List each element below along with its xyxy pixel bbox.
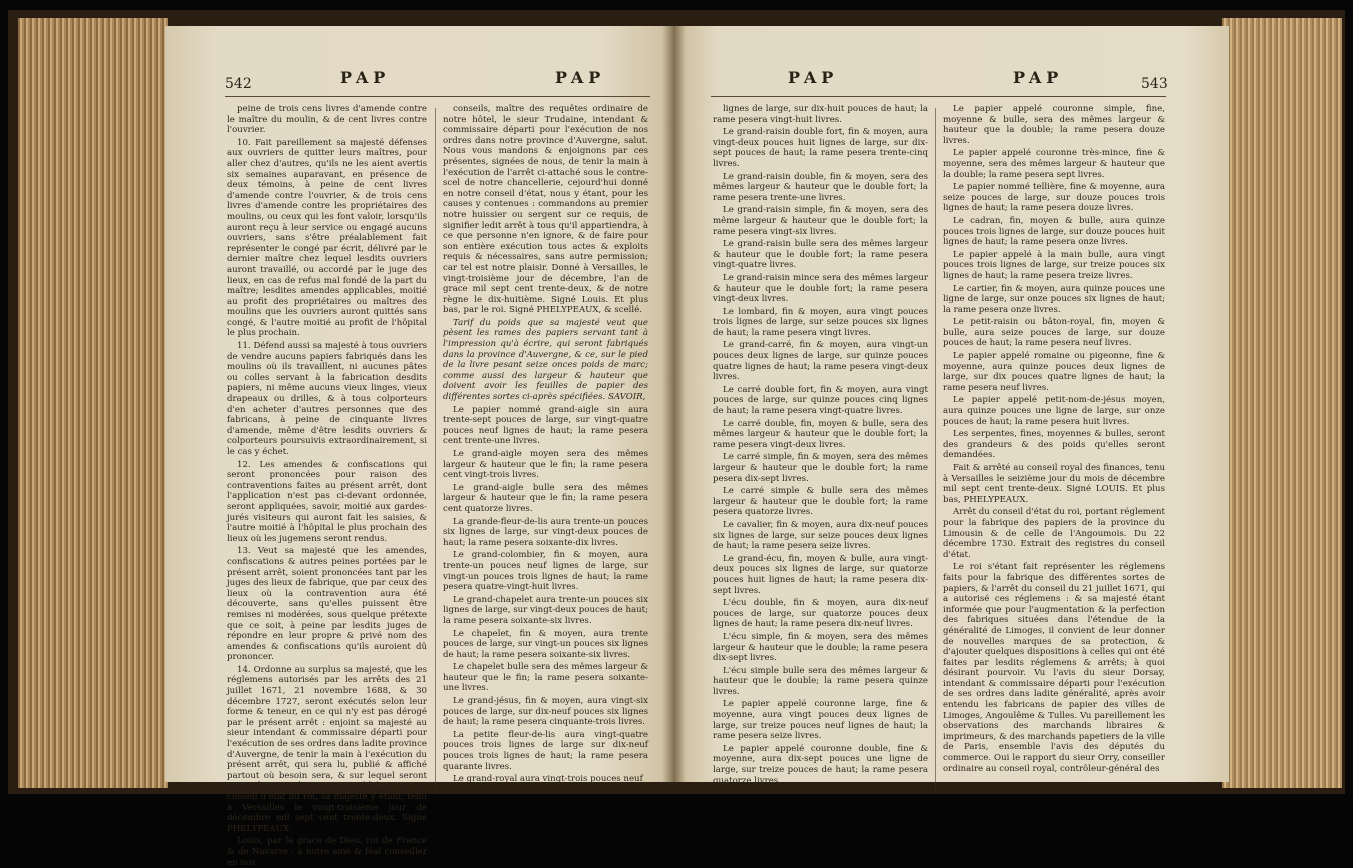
paragraph: Le papier appelé romaine ou pigeonne, fine & moyenne, aura quinze pouces deux lignes de large, sur dix pouces quatre lignes de haut; la rame pesera neuf livres.	[943, 351, 1165, 393]
book-gutter	[662, 26, 686, 782]
running-header-left-1: PAP	[340, 68, 391, 87]
paragraph: Le papier nommé grand-aigle sin aura trente-sept pouces de large, sur vingt-quatre pouces neuf lignes de haut; la rame pesera cent trente-une livres.	[443, 404, 648, 447]
paragraph: Le papier appelé couronne simple, fine, moyenne & bulle, sera des mêmes largeur & hauteur que la double; la rame pesera douze livres.	[943, 104, 1165, 146]
paragraph: Le carré double, fin, moyen & bulle, sera des mêmes largeur & hauteur que le double fort; la rame pesera vingt-deux livres.	[713, 418, 928, 450]
paragraph: Le grand-raisin mince sera des mêmes largeur & hauteur que le double fort; la rame pesera vingt-deux livres.	[713, 272, 928, 305]
paragraph: La grande-fleur-de-lis aura trente-un pouces six lignes de large, sur vingt-deux pouces de haut; la rame pesera soixante-dix livres.	[443, 516, 648, 548]
left-page-column-2	[443, 104, 648, 794]
paragraph: conseils, maître des requêtes ordinaire de notre hôtel, le sieur Trudaine, intendant & commissaire départi pour l'exécution de nos ordres dans notre province d'Auvergne, salut. Nous vous mandons & enjoignons par ces présentes, signées de nous, de tenir la main à l'exécution de l'arrêt ci-attaché sous le contre-scel de notre chancellerie, cejourd'hui donné en notre conseil d'état, nous y étant, pour les causes y contenues : commandons au premier notre huissier ou sergent sur ce requis, de signifier ledit arrêt à tous qu'il appartiendra, à ce que personne n'en ignore, & de faire pour son entière exécution tous actes & exploits requis & nécessaires, sans autre permission; car tel est notre plaisir. Donné à Versailles, le vingt-troisième jour de décembre, l'an de grace mil sept cent trente-deux, & de notre règne le dix-huitième. Signé Louis. Et plus bas, par le roi. Signé PHELYPEAUX, & scellé.	[443, 104, 648, 316]
paragraph: Le papier nommé tellière, fine & moyenne, aura seize pouces de large, sur douze pouces trois lignes de haut; la rame pesera douze livres.	[943, 182, 1165, 214]
paragraph: 11. Défend aussi sa majesté à tous ouvriers de vendre aucuns papiers fabriqués dans les moulins où ils travaillent, ni aucunes pâtes ou colles servant à la fabrication desdits papiers, ni même aucuns vieux linges, vieux drapeaux ou drilles, & à tous colporteurs d'en acheter d'autres personnes que des fabricans, à peine de cinquante livres d'amende, même d'être lesdits ouvriers & colporteurs poursuivis extraordinairement, si le cas y échet.	[227, 341, 427, 457]
right-page-column-1	[713, 104, 928, 794]
running-header-right-1: PAP	[788, 68, 839, 87]
paragraph: 10. Fait pareillement sa majesté défenses aux ouvriers de quitter leurs maîtres, pour aller chez d'autres, qu'ils ne les aient avertis six semaines auparavant, en présence de deux témoins, à peine de cent livres d'amende contre l'ouvrier, & de trois cens livres d'amende contre les propriétaires des moulins, ou ceux qui les font valoir, lorsqu'ils auront reçu à leur service ou engagé aucuns ouvriers, sans s'être préalablement fait représenter le congé par écrit, délivré par le dernier maître chez lequel lesdits ouvriers auront travaillé, ou accordé par le juge des lieux, en cas de refus mal fondé de la part du maître; lesdites amendes applicables, moitié au profit des propriétaires ou maîtres des moulins que les ouvriers auront quittés sans congé, & l'autre moitié au profit de l'hôpital le plus prochain.	[227, 137, 427, 339]
paragraph: Le carré simple, fin & moyen, sera des mêmes largeur & hauteur que le double fort; la rame pesera dix-sept livres.	[713, 452, 928, 484]
page-number-left: 542	[225, 76, 252, 92]
column-separator-left	[435, 108, 436, 790]
paragraph: Les serpentes, fines, moyennes & bulles, seront des grandeurs & des poids qu'elles seront demandées.	[943, 429, 1165, 461]
running-header-right-2: PAP	[1013, 68, 1064, 87]
paragraph: La petite fleur-de-lis aura vingt-quatre pouces trois lignes de large sur dix-neuf pouces trois lignes de haut; la rame pesera quarante livres.	[443, 729, 648, 772]
paragraph: Le grand-royal aura vingt-trois pouces neuf	[453, 774, 643, 785]
right-page-column-2	[943, 104, 1165, 794]
paragraph: Fait & arrêté au conseil royal des finances, tenu à Versailles le seizième jour du mois de décembre mil sept cent trente-deux. Signé LOUIS. Et plus bas, PHELYPEAUX.	[943, 463, 1165, 505]
paragraph: L'écu double, fin & moyen, aura dix-neuf pouces de large, sur quatorze pouces deux lignes de haut; la rame pesera dix-neuf livres.	[713, 598, 928, 630]
paragraph: Le roi s'étant fait représenter les réglemens faits pour la fabrique des différentes sortes de papiers, & l'arrêt du conseil du 21 juillet 1671, qui a autorisé ces réglemens : & sa majesté étant informée que pour l'augmentation & la perfection des fabriques situées dans l'étendue de la généralité de Limoges, il convient de leur donner de nouvelles marques de sa protection, & d'ajouter quelques dispositions à celles qui ont été faites par lesdits réglemens & arrêts; à quoi désirant pourvoir. Vu l'avis du sieur Dorsay, intendant & commissaire départi pour l'exécution de ses ordres dans ladite généralité, après avoir entendu les fabricans de papier des villes de Limoges, Angoulême & Tulles. Vu pareillement les observations des marchands libraires & imprimeurs, & des marchands papetiers de la ville de Paris, ensemble l'avis des députés du commerce. Oui le rapport du sieur Orry, conseiller ordinaire au conseil royal, contrôleur-général des	[943, 562, 1165, 774]
paragraph: Le grand-raisin double, fin & moyen, sera des mêmes largeur & hauteur que le double fort; la rame pesera trente-une livres.	[713, 171, 928, 203]
tariff-heading: Tarif du poids que sa majesté veut que pèsent les rames des papiers servant tant à l'impression qu'à écrire, qui seront fabriqués dans la province d'Auvergne, & ce, sur le pied de la livre pesant seize onces poids de marc; comme aussi des largeur & hauteur que doivent avoir les feuilles de papier des différentes sortes ci-après spécifiées. SAVOIR,	[443, 317, 648, 403]
right-page-edges	[1222, 18, 1342, 788]
page-number-right: 543	[1141, 76, 1168, 92]
paragraph: Le carré double fort, fin & moyen, aura vingt pouces de large, sur quinze pouces cinq lignes de haut; la rame pesera vingt-quatre livres.	[713, 384, 928, 417]
paragraph: Le papier appelé couronne très-mince, fine & moyenne, sera des mêmes largeur & hauteur que la double; la rame pesera sept livres.	[943, 148, 1165, 180]
paragraph: Le papier appelé petit-nom-de-jésus moyen, aura quinze pouces une ligne de large, sur onze pouces de haut; la rame pesera huit livres.	[943, 395, 1165, 427]
paragraph: Le grand-raisin bulle sera des mêmes largeur & hauteur que le double fort; la rame pesera vingt-quatre livres.	[713, 239, 928, 271]
paragraph: Le grand-carré, fin & moyen, aura vingt-un pouces deux lignes de large, sur quinze pouces quatre lignes de haut; la rame pesera vingt-deux livres.	[713, 340, 928, 383]
paragraph: Le grand-écu, fin, moyen & bulle, aura vingt-deux pouces six lignes de large, sur quatorze pouces huit lignes de haut; la rame pesera dix-sept livres.	[713, 553, 928, 596]
paragraph: peine de trois cens livres d'amende contre le maître du moulin, & de cent livres contre l'ouvrier.	[227, 104, 427, 136]
paragraph: Le chapelet, fin & moyen, aura trente pouces de large, sur vingt-un pouces six lignes de haut; la rame pesera soixante-six livres.	[443, 628, 648, 660]
paragraph: Le papier appelé couronne large, fine & moyenne, aura vingt pouces deux lignes de large, sur treize pouces neuf lignes de haut; la rame pesera seize livres.	[713, 699, 928, 742]
paragraph: Le chapelet bulle sera des mêmes largeur & hauteur que le fin; la rame pesera soixante-une livres.	[443, 662, 648, 694]
right-page	[673, 26, 1229, 786]
header-rule-left	[225, 96, 650, 97]
running-header-left-2: PAP	[555, 68, 606, 87]
left-page	[165, 26, 673, 868]
paragraph: Le petit-raisin ou bâton-royal, fin, moyen & bulle, aura seize pouces de large, sur douze pouces de haut; la rame pesera neuf livres.	[943, 317, 1165, 349]
header-rule-right	[711, 96, 1166, 97]
paragraph: Le papier appelé à la main bulle, aura vingt pouces trois lignes de large, sur treize pouces six lignes de haut; la rame pesera treize livres.	[943, 249, 1165, 281]
paragraph: L'écu simple bulle sera des mêmes largeur & hauteur que le double; la rame pesera quinze livres.	[713, 665, 928, 697]
paragraph: 13. Veut sa majesté que les amendes, confiscations & autres peines portées par le présent arrêt, soient prononcées tant par les juges des lieux de fabrique, que par ceux des lieux où la contravention aura été découverte, sans qu'elles puissent être remises ni modérées, sous quelque prétexte que ce soit, à peine par lesdits juges de répondre en leur propre & privé nom des amendes & confiscations qu'ils auroient dû prononcer.	[227, 546, 427, 663]
paragraph: 14. Ordonne au surplus sa majesté, que les réglemens autorisés par les arrêts des 21 juillet 1671, 21 novembre 1688, & 30 décembre 1727, seront exécutés selon leur forme & teneur, en ce qui n'y est pas dérogé par le présent arrêt : enjoint sa majesté au sieur intendant & commissaire départi pour l'exécution de ses ordres dans ladite province d'Auvergne, de tenir la main à l'exécution du présent arrêt, qui sera lu, publié & affiché partout où besoin sera, & sur lequel seront toutes lettres nécessaires expédiées. Fait au conseil d'état du roi, sa majesté y étant, tenu à Versailles le vingt-troisième jour de décembre mil sept cent trente-deux. Signé PHELYPEAUX.	[227, 664, 427, 834]
paragraph: 12. Les amendes & confiscations qui seront prononcées pour raison des contraventions faites au présent arrêt, dont l'application n'est pas ci-devant ordonnée, seront appliquées, savoir, moitié aux gardes-jurés visiteurs qui auront fait les saisies, & l'autre moitié à l'hôpital le plus prochain des lieux où les jugemens seront rendus.	[227, 459, 427, 544]
left-page-edges	[18, 18, 168, 788]
paragraph: Louis, par la grace de Dieu, roi de France & de Navarre : à notre amé & féal conseiller en nos	[227, 836, 427, 868]
paragraph: Le cavalier, fin & moyen, aura dix-neuf pouces six lignes de large, sur seize pouces deux lignes de haut; la rame pesera seize livres.	[713, 519, 928, 552]
paragraph: Le grand-chapelet aura trente-un pouces six lignes de large, sur vingt-deux pouces de haut; la rame pesera soixante-six livres.	[443, 594, 648, 626]
paragraph: Le grand-aigle bulle sera des mêmes largeur & hauteur que le fin; la rame pesera cent quatorze livres.	[443, 482, 648, 514]
left-page-column-1	[227, 104, 427, 868]
paragraph: Le cadran, fin, moyen & bulle, aura quinze pouces trois lignes de large, sur douze pouces huit lignes de haut; la rame pesera onze livres.	[943, 215, 1165, 248]
paragraph: Le carré simple & bulle sera des mêmes largeur & hauteur que le double fort; la rame pesera quatorze livres.	[713, 486, 928, 518]
paragraph: Le grand-raisin simple, fin & moyen, sera des même largeur & hauteur que le double fort; la rame pesera vingt-six livres.	[713, 205, 928, 237]
paragraph: Le grand-aigle moyen sera des mêmes largeur & hauteur que le fin; la rame pesera cent vingt-trois livres.	[443, 449, 648, 481]
column-separator-right	[935, 108, 936, 790]
paragraph: Le grand-raisin double fort, fin & moyen, aura vingt-deux pouces huit lignes de large, sur dix-sept pouces de haut; la rame pesera trente-cinq livres.	[713, 127, 928, 169]
paragraph: Arrêt du conseil d'état du roi, portant réglement pour la fabrique des papiers de la province du Limousin & de celle de l'Angoumois. Du 22 décembre 1730. Extrait des registres du conseil d'état.	[943, 507, 1165, 560]
paragraph: Le lombard, fin & moyen, aura vingt pouces trois lignes de large, sur seize pouces six lignes de haut; la rame pesera vingt livres.	[713, 306, 928, 338]
paragraph: L'écu simple, fin & moyen, sera des mêmes largeur & hauteur que le double; la rame pesera dix-sept livres.	[713, 631, 928, 664]
paragraph: Le grand-jésus, fin & moyen, aura vingt-six pouces de large, sur dix-neuf pouces six lignes de haut; la rame pesera cinquante-trois livres.	[443, 696, 648, 728]
paragraph: Le papier appelé couronne double, fine & moyenne, aura dix-sept pouces une ligne de large, sur treize pouces de haut; la rame pesera quatorze livres.	[713, 743, 928, 786]
paragraph: Le cartier, fin & moyen, aura quinze pouces une ligne de large, sur onze pouces six lignes de haut; la rame pesera onze livres.	[943, 283, 1165, 315]
paragraph: lignes de large, sur dix-huit pouces de haut; la rame pesera vingt-huit livres.	[713, 104, 928, 125]
paragraph: Le grand-colombier, fin & moyen, aura trente-un pouces neuf lignes de large, sur vingt-un pouces trois lignes de haut; la rame pesera quatre-vingt-huit livres.	[443, 550, 648, 593]
